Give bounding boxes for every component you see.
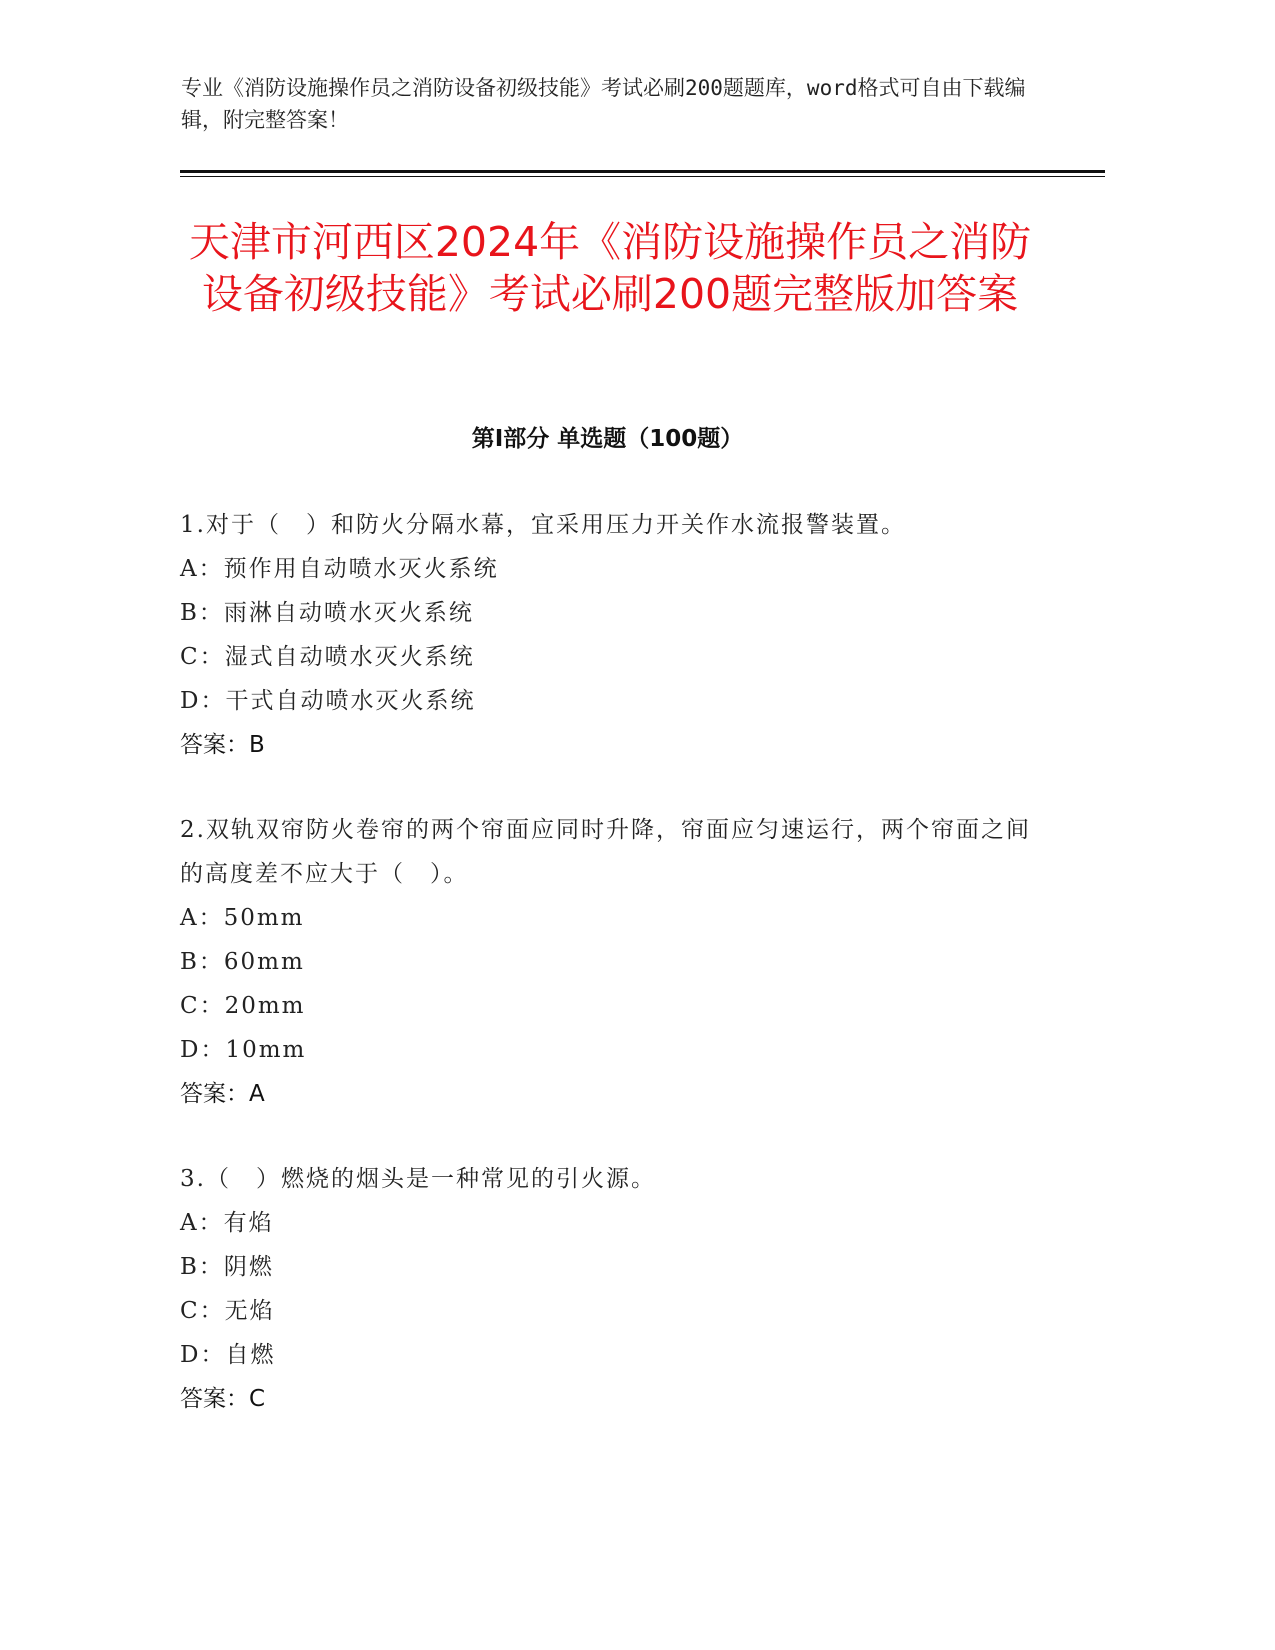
option-a: A：50mm <box>180 905 305 931</box>
question-1 <box>180 503 1040 767</box>
option-b: B：阴燃 <box>180 1254 274 1280</box>
header-divider-thick <box>180 170 1105 173</box>
option-c: C：湿式自动喷水灭火系统 <box>180 644 475 670</box>
question-stem: 2.双轨双帘防火卷帘的两个帘面应同时升降，帘面应匀速运行，两个帘面之间的高度差不应大于（ ）。 <box>180 817 1031 887</box>
section-title: 第Ⅰ部分 单选题（100题） <box>471 426 744 452</box>
question-stem: 3.（ ）燃烧的烟头是一种常见的引火源。 <box>180 1166 656 1192</box>
question-stem: 1.对于（ ）和防火分隔水幕，宜采用压力开关作水流报警装置。 <box>180 512 906 538</box>
question-2 <box>180 808 1040 1116</box>
answer: 答案：C <box>180 1386 266 1412</box>
option-d: D：10mm <box>180 1037 307 1063</box>
option-a: A：有焰 <box>180 1210 274 1236</box>
option-c: C：20mm <box>180 993 306 1019</box>
header-divider-thin <box>180 176 1105 177</box>
option-b: B：60mm <box>180 949 305 975</box>
answer: 答案：A <box>180 1081 265 1107</box>
document-title: 天津市河西区2024年《消防设施操作员之消防设备初级技能》考试必刷200题完整版加答案 <box>188 218 1032 318</box>
option-d: D：自燃 <box>180 1342 276 1368</box>
option-c: C：无焰 <box>180 1298 275 1324</box>
header-intro: 专业《消防设施操作员之消防设备初级技能》考试必刷200题题库，word格式可自由下载编辑，附完整答案！ <box>181 76 1026 132</box>
option-b: B：雨淋自动喷水灭火系统 <box>180 600 474 626</box>
answer: 答案：B <box>180 732 265 758</box>
question-3 <box>180 1157 1040 1421</box>
option-d: D：干式自动喷水灭火系统 <box>180 688 476 714</box>
option-a: A：预作用自动喷水灭火系统 <box>180 556 499 582</box>
